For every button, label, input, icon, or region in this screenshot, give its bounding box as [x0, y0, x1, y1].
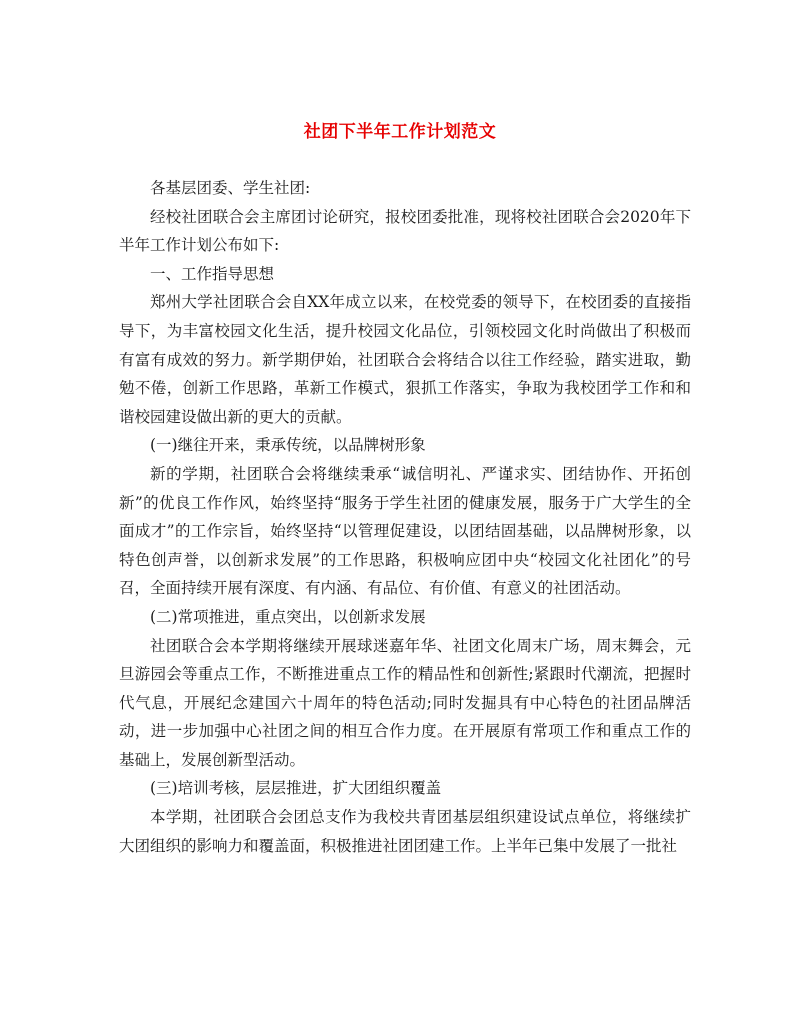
- subsection-heading-2: (二)常项推进，重点突出，以创新求发展: [150, 607, 426, 626]
- subsection-heading-1: (一)继往开来，秉承传统，以品牌树形象: [150, 436, 426, 455]
- subsection-heading-3: (三)培训考核，层层推进，扩大团组织覆盖: [150, 779, 442, 798]
- paragraph-intro: 经校社团联合会主席团讨论研究，报校团委批准，现将校社团联合会2020年下半年工作计划公布如下:: [119, 207, 691, 255]
- paragraph-salutation: 各基层团委、学生社团:: [150, 179, 311, 197]
- paragraph-guiding-thought: 郑州大学社团联合会自XX年成立以来，在校党委的领导下，在校团委的直接指导下，为丰富校园文化生活，提升校园文化品位，引领校园文化时尚做出了积极而有富有成效的努力。新学期伊始，社团联合会将结合以往工作经验，踏实进取，勤勉不倦，创新工作思路，革新工作模式，狠抓工作落实，争取为我校团学工作和和谐校园建设做出新的更大的贡献。: [119, 293, 691, 426]
- paragraph-subsection-3: 本学期，社团联合会团总支作为我校共青团基层组织建设试点单位，将继续扩大团组织的影响力和覆盖面，积极推进社团团建工作。上半年已集中发展了一批社: [119, 808, 691, 855]
- paragraph-subsection-2: 社团联合会本学期将继续开展球迷嘉年华、社团文化周末广场，周末舞会，元旦游园会等重点工作，不断推进重点工作的精品性和创新性;紧跟时代潮流，把握时代气息，开展纪念建国六十周年的特色活动;同时发掘具有中心特色的社团品牌活动，进一步加强中心社团之间的相互合作力度。在开展原有常项工作和重点工作的基础上，发展创新型活动。: [119, 636, 691, 769]
- section-heading-guiding-thought: 一、工作指导思想: [150, 264, 275, 283]
- document-title: 社团下半年工作计划范文: [303, 122, 497, 142]
- paragraph-subsection-1: 新的学期，社团联合会将继续秉承“诚信明礼、严谨求实、团结协作、开拓创新”的优良工作作风，始终坚持“服务于学生社团的健康发展，服务于广大学生的全面成才”的工作宗旨，始终坚持“以管理促建设，以团结固基础，以品牌树形象，以特色创声誉，以创新求发展”的工作思路，积极响应团中央“校园文化社团化”的号召，全面持续开展有深度、有内涵、有品位、有价值、有意义的社团活动。: [119, 464, 691, 598]
- document-body: [119, 174, 691, 860]
